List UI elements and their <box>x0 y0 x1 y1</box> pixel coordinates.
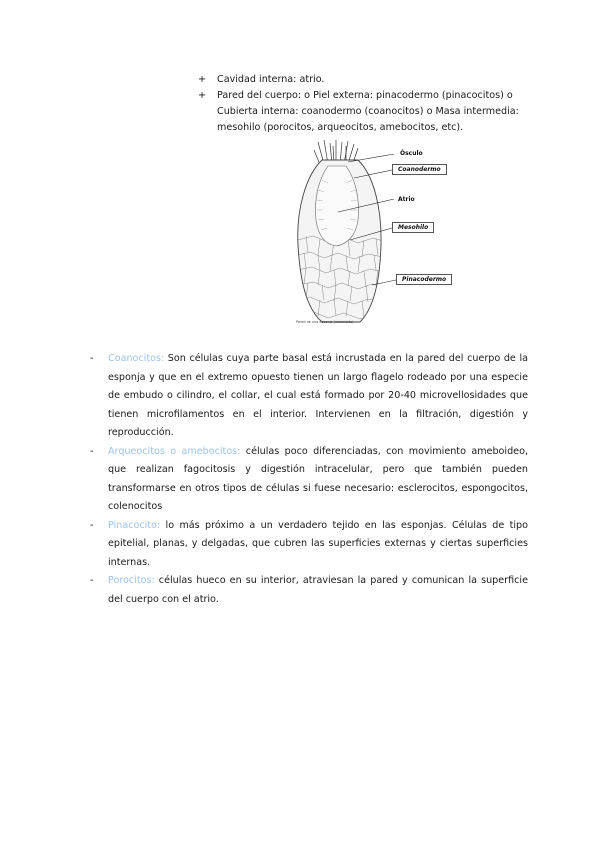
plus-bullet: + <box>198 74 207 85</box>
sponge-diagram <box>288 140 456 330</box>
figure-caption: Pared de una esponja (asconoide) <box>296 320 354 324</box>
definition-item-pinacocito <box>90 517 528 573</box>
definition-text: células hueco en su interior, atraviesan la pared y comunican la superficie del cuerpo con el atrio. <box>108 575 528 605</box>
label-osculo: Ósculo <box>400 150 423 157</box>
definition-list <box>90 350 528 609</box>
definition-item-arqueocitos <box>90 443 528 517</box>
term-label: Pinacocito: <box>108 519 161 531</box>
term-label: Porocitos: <box>108 575 155 586</box>
list-item <box>198 88 538 136</box>
list-item <box>198 72 538 88</box>
label-mesohilo: Mesohilo <box>392 222 434 233</box>
term-label: Coanocitos: <box>108 353 165 364</box>
definition-item-coanocitos <box>90 350 528 443</box>
list-item-text: Pared del cuerpo: o Piel externa: pinacodermo (pinacocitos) o Cubierta interna: coanodermo (coanocitos) o Masa intermedia: mesohilo (porocitos, arqueocitos, amebocitos, etc). <box>217 90 519 133</box>
label-pinacodermo: Pinacodermo <box>396 274 452 285</box>
dash-bullet: - <box>90 519 94 531</box>
label-coanodermo: Coanodermo <box>392 164 447 175</box>
label-atrio: Atrio <box>398 196 415 203</box>
term-label: Arqueocitos o amebocitos: <box>108 445 241 457</box>
definition-item-porocitos <box>90 572 528 609</box>
definition-text: células poco diferenciadas, con movimiento ameboideo, que realizan fagocitosis y digestión intracelular, pero que también pueden transformarse en otros tipos de células si fuese necesario: esclerocitos, espongocitos, colenocitos <box>108 445 528 512</box>
plus-bullet: + <box>198 90 207 101</box>
definition-text: lo más próximo a un verdadero tejido en las esponjas. Células de tipo epitelial, planas, y delgadas, que cubren las superficies externas y ciertas superficies internas. <box>108 519 528 568</box>
atrium-cavity <box>316 166 359 246</box>
dash-bullet: - <box>90 445 94 457</box>
list-item-text: Cavidad interna: atrio. <box>217 74 325 85</box>
dash-bullet: - <box>90 353 94 364</box>
definition-text: Son células cuya parte basal está incrustada en la pared del cuerpo de la esponja y que en el extremo opuesto tienen un largo flagelo rodeado por una especie de embudo o cilindro, el collar, el cual está formado por 20-40 microvellosidades que tienen microfilamentos en el interior. Intervienen en la filtración, digestión y reproducción. <box>108 353 528 438</box>
dash-bullet: - <box>90 575 94 586</box>
top-bullet-list <box>198 72 538 136</box>
